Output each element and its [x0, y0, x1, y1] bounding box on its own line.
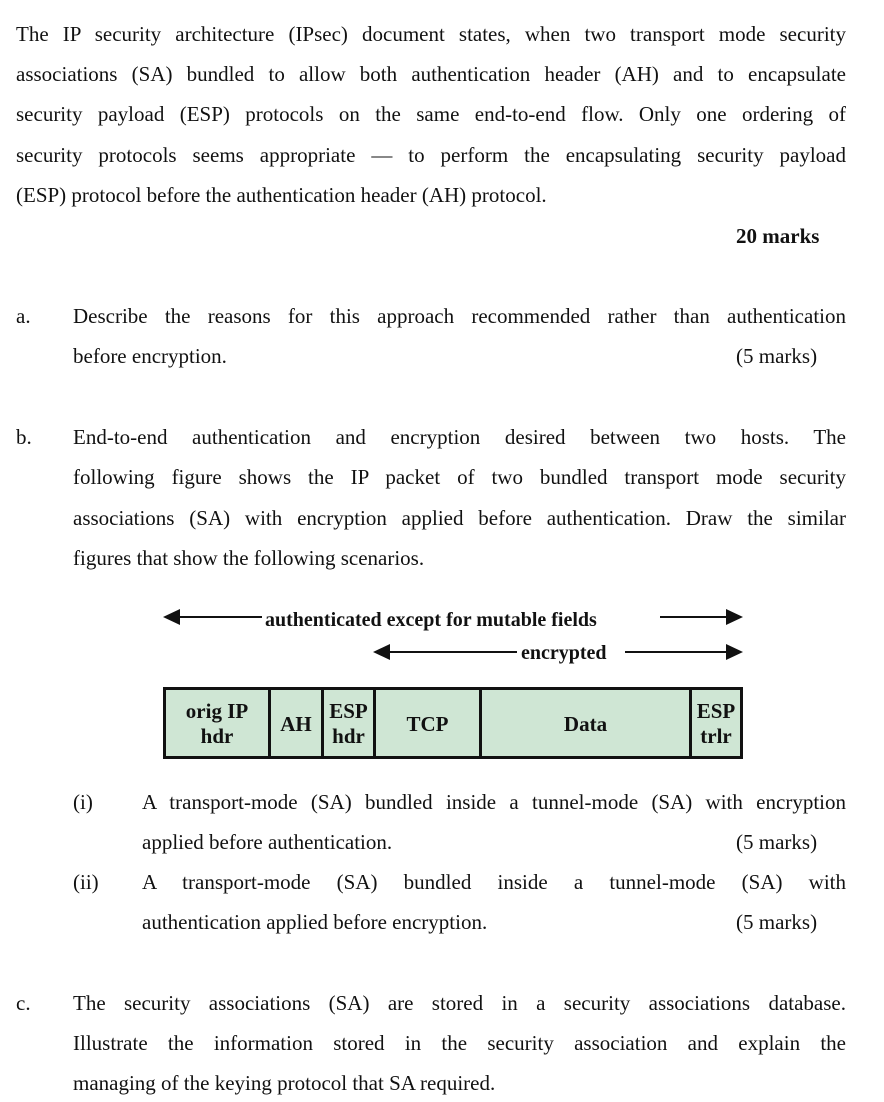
packet-cell-esp-trlr: ESP trlr — [696, 699, 736, 748]
subpart-i-line-1: A transport-mode (SA) bundled inside a tunnel-mode (SA) with encryption — [142, 790, 846, 814]
intro-line-5: (ESP) protocol before the authentication header (AH) protocol. — [16, 183, 547, 207]
part-a-label: a. — [16, 304, 31, 328]
part-c-line-2: Illustrate the information stored in the security association and explain the — [73, 1031, 846, 1055]
part-a-line-1: Describe the reasons for this approach recommended rather than authentication — [73, 304, 846, 328]
arrowhead-right-icon — [726, 644, 743, 660]
intro-line-4: security protocols seems appropriate — to perform the encapsulating security payload — [16, 143, 846, 167]
packet-cell-tcp: TCP — [376, 690, 482, 758]
part-b-line-1: End-to-end authentication and encryption desired between two hosts. The — [73, 425, 846, 449]
intro-line-2: associations (SA) bundled to allow both authentication header (AH) and to encapsulate — [16, 62, 846, 86]
ip-packet-diagram — [163, 687, 743, 759]
subpart-i-label: (i) — [73, 790, 93, 814]
intro-line-1: The IP security architecture (IPsec) document states, when two transport mode security — [16, 22, 846, 46]
packet-cell-esp-hdr: ESP hdr — [324, 690, 376, 758]
subpart-ii-line-2: authentication applied before encryption. — [142, 910, 488, 934]
arrowhead-right-icon — [726, 609, 743, 625]
part-b-line-3: associations (SA) with encryption applied before authentication. Draw the similar — [73, 506, 846, 530]
packet-cell-data: Data — [482, 690, 692, 758]
part-b-label: b. — [16, 425, 32, 449]
arrowhead-left-icon — [373, 644, 390, 660]
part-c-line-1: The security associations (SA) are stored in a security associations database. — [73, 991, 846, 1015]
intro-line-3: security payload (ESP) protocols on the same end-to-end flow. Only one ordering of — [16, 102, 846, 126]
subpart-ii-marks: (5 marks) — [736, 910, 818, 934]
packet-cell-orig-ip-hdr: orig IP hdr — [166, 690, 271, 758]
part-b-line-2: following figure shows the IP packet of two bundled transport mode security — [73, 465, 846, 489]
subpart-ii-label: (ii) — [73, 870, 99, 894]
total-marks: 20 marks — [736, 224, 820, 248]
subpart-i-line-2: applied before authentication. — [142, 830, 393, 854]
packet-cell-ah: AH — [271, 690, 324, 758]
subpart-i-marks: (5 marks) — [736, 830, 818, 854]
part-b-line-4: figures that show the following scenarios. — [73, 546, 425, 570]
authenticated-label: authenticated except for mutable fields — [265, 609, 597, 631]
part-c-line-3: managing of the keying protocol that SA required. — [73, 1071, 496, 1095]
encrypted-label: encrypted — [521, 642, 607, 664]
part-c-label: c. — [16, 991, 31, 1015]
subpart-ii-line-1: A transport-mode (SA) bundled inside a tunnel-mode (SA) with — [142, 870, 846, 894]
part-a-marks: (5 marks) — [736, 344, 818, 368]
arrowhead-left-icon — [163, 609, 180, 625]
part-a-line-2: before encryption. — [73, 344, 227, 368]
